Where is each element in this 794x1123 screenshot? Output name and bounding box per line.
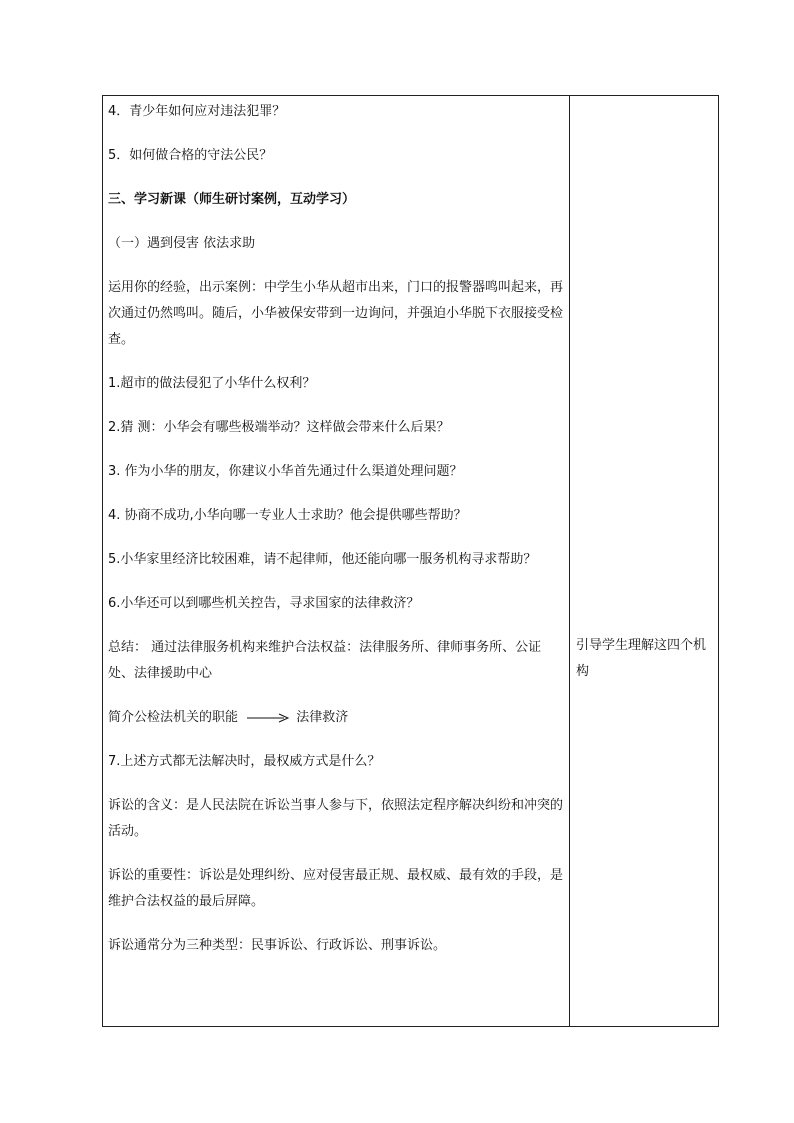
subsection-heading: （一）遇到侵害 依法求助 [108,236,256,251]
case-question-3: 3. 作为小华的朋友，你建议小华首先通过什么渠道处理问题？ [108,464,463,479]
right-arrow-icon [246,713,290,723]
case-intro: 运用你的经验，出示案例：中学生小华从超市出来，门口的报警器鸣叫起来，再次通过仍然鸣叫。随后，小华被保安带到一边询问，并强迫小华脱下衣服接受检查。 [108,280,564,347]
teacher-note: 引导学生理解这四个机构 [576,638,707,679]
case-question-7: 7.上述方式都无法解决时，最权威方式是什么？ [108,754,381,769]
question-5: 5．如何做合格的守法公民？ [108,148,273,163]
litigation-definition: 诉讼的含义：是人民法院在诉讼当事人参与下，依照法定程序解决纠纷和冲突的活动。 [108,798,564,839]
section-heading: 三、学习新课（师生研讨案例，互动学习） [108,192,356,207]
question-4: 4．青少年如何应对违法犯罪？ [108,104,286,119]
case-question-2: 2.猜 测：小华会有哪些极端举动？这样做会带来什么后果？ [108,420,450,435]
intro-left-text: 简介公检法机关的职能 [108,710,239,725]
case-question-1: 1.超市的做法侵犯了小华什么权利？ [108,376,316,391]
case-question-5: 5.小华家里经济比较困难，请不起律师，他还能向哪一服务机构寻求帮助？ [108,552,537,567]
intro-line [108,705,564,731]
right-column [576,633,712,685]
left-column [108,95,564,959]
column-divider [569,95,570,1027]
case-question-6: 6.小华还可以到哪些机关控告，寻求国家的法律救济？ [108,596,420,611]
case-question-4: 4. 协商不成功,小华向哪一专业人士求助？他会提供哪些帮助？ [108,508,467,523]
summary: 总结： 通过法律服务机构来维护合法权益：法律服务所、律师事务所、公证处、法律援助中心 [108,640,542,681]
litigation-importance: 诉讼的重要性：诉讼是处理纠纷、应对侵害最正规、最权威、最有效的手段，是维护合法权益的最后屏障。 [108,868,564,909]
intro-right-text: 法律救济 [296,710,349,725]
litigation-types: 诉讼通常分为三种类型：民事诉讼、行政诉讼、刑事诉讼。 [108,938,447,953]
